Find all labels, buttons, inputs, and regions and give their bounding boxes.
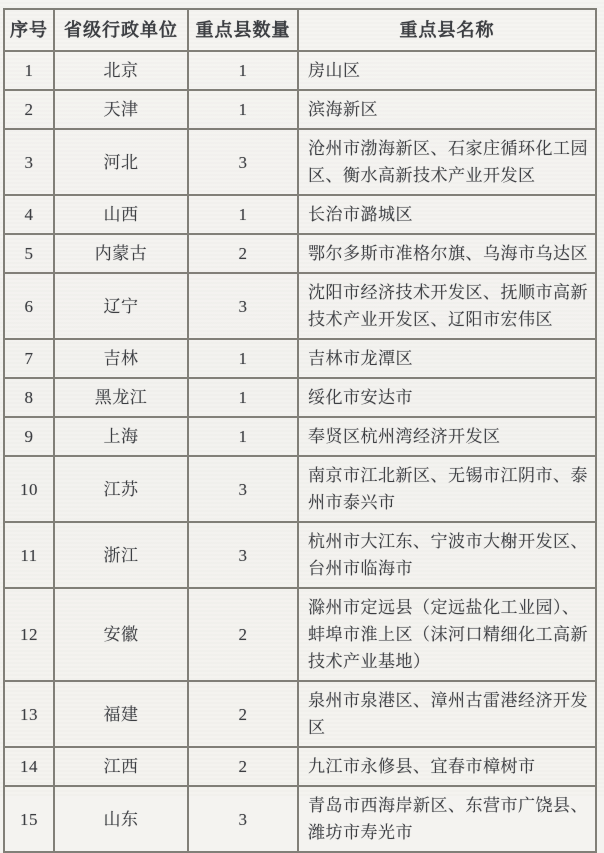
header-count: 重点县数量	[188, 9, 298, 51]
count-cell: 3	[188, 456, 298, 522]
count-cell: 2	[188, 747, 298, 786]
seq-cell: 7	[4, 339, 54, 378]
names-cell: 滁州市定远县（定远盐化工业园）、蚌埠市淮上区（沫河口精细化工高新技术产业基地）	[298, 588, 596, 681]
names-cell: 鄂尔多斯市准格尔旗、乌海市乌达区	[298, 234, 596, 273]
seq-cell: 8	[4, 378, 54, 417]
seq-cell: 11	[4, 522, 54, 588]
names-cell: 奉贤区杭州湾经济开发区	[298, 417, 596, 456]
count-cell: 3	[188, 522, 298, 588]
header-seq: 序号	[4, 9, 54, 51]
table-row	[4, 588, 596, 681]
names-cell: 房山区	[298, 51, 596, 90]
names-cell: 青岛市西海岸新区、东营市广饶县、潍坊市寿光市	[298, 786, 596, 852]
province-cell: 安徽	[54, 588, 188, 681]
count-cell: 1	[188, 339, 298, 378]
seq-cell: 1	[4, 51, 54, 90]
province-cell: 江西	[54, 747, 188, 786]
table-row	[4, 234, 596, 273]
count-cell: 1	[188, 90, 298, 129]
province-cell: 天津	[54, 90, 188, 129]
province-cell: 浙江	[54, 522, 188, 588]
table-row	[4, 522, 596, 588]
province-cell: 山西	[54, 195, 188, 234]
seq-cell: 14	[4, 747, 54, 786]
table-row	[4, 51, 596, 90]
seq-cell: 2	[4, 90, 54, 129]
table-header-row	[4, 9, 596, 51]
names-cell: 绥化市安达市	[298, 378, 596, 417]
seq-cell: 9	[4, 417, 54, 456]
seq-cell: 6	[4, 273, 54, 339]
seq-cell: 15	[4, 786, 54, 852]
table-row	[4, 378, 596, 417]
seq-cell: 12	[4, 588, 54, 681]
table-row	[4, 681, 596, 747]
province-cell: 山东	[54, 786, 188, 852]
province-cell: 河北	[54, 129, 188, 195]
names-cell: 杭州市大江东、宁波市大榭开发区、台州市临海市	[298, 522, 596, 588]
names-cell: 沧州市渤海新区、石家庄循环化工园区、衡水高新技术产业开发区	[298, 129, 596, 195]
province-cell: 辽宁	[54, 273, 188, 339]
province-cell: 福建	[54, 681, 188, 747]
seq-cell: 3	[4, 129, 54, 195]
table-row	[4, 747, 596, 786]
province-cell: 北京	[54, 51, 188, 90]
names-cell: 沈阳市经济技术开发区、抚顺市高新技术产业开发区、辽阳市宏伟区	[298, 273, 596, 339]
names-cell: 泉州市泉港区、漳州古雷港经济开发区	[298, 681, 596, 747]
province-cell: 内蒙古	[54, 234, 188, 273]
header-names: 重点县名称	[298, 9, 596, 51]
seq-cell: 5	[4, 234, 54, 273]
count-cell: 2	[188, 234, 298, 273]
header-province: 省级行政单位	[54, 9, 188, 51]
names-cell: 长治市潞城区	[298, 195, 596, 234]
count-cell: 2	[188, 588, 298, 681]
province-cell: 上海	[54, 417, 188, 456]
count-cell: 1	[188, 378, 298, 417]
count-cell: 3	[188, 273, 298, 339]
seq-cell: 10	[4, 456, 54, 522]
count-cell: 3	[188, 129, 298, 195]
seq-cell: 4	[4, 195, 54, 234]
table-row	[4, 417, 596, 456]
names-cell: 南京市江北新区、无锡市江阴市、泰州市泰兴市	[298, 456, 596, 522]
key-counties-table	[3, 8, 597, 853]
province-cell: 黑龙江	[54, 378, 188, 417]
count-cell: 1	[188, 417, 298, 456]
table-row	[4, 129, 596, 195]
count-cell: 2	[188, 681, 298, 747]
names-cell: 九江市永修县、宜春市樟树市	[298, 747, 596, 786]
table-row	[4, 339, 596, 378]
names-cell: 滨海新区	[298, 90, 596, 129]
seq-cell: 13	[4, 681, 54, 747]
table-row	[4, 90, 596, 129]
names-cell: 吉林市龙潭区	[298, 339, 596, 378]
province-cell: 吉林	[54, 339, 188, 378]
count-cell: 1	[188, 51, 298, 90]
table-row	[4, 456, 596, 522]
table-row	[4, 195, 596, 234]
count-cell: 3	[188, 786, 298, 852]
count-cell: 1	[188, 195, 298, 234]
province-cell: 江苏	[54, 456, 188, 522]
table-row	[4, 273, 596, 339]
